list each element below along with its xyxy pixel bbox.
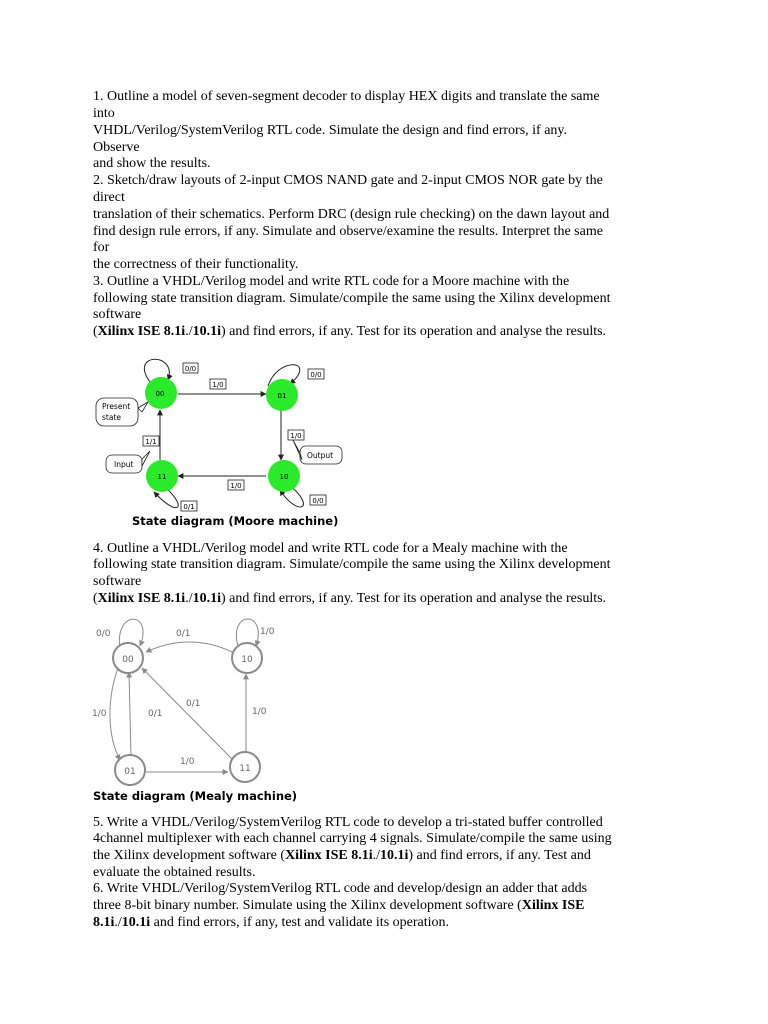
q3-line: software [93,307,142,322]
moore-edge-label: 0/0 [184,365,197,373]
moore-edge-label: 0/1 [183,503,195,511]
q5-text: ) and find errors, if any. Test and [408,848,591,863]
q2-line: direct [93,190,125,205]
mealy-edge-01-00 [129,672,131,757]
mealy-edge-label: 0/0 [96,629,111,639]
mealy-edge-label: 1/0 [92,709,107,719]
moore-edge-label: 1/0 [290,432,302,440]
mealy-state-diagram [88,612,308,806]
callout-text: state [102,413,121,422]
mealy-self-loop-10 [236,619,258,646]
q3-line [93,323,606,340]
q6-bold: 8.1i [93,915,115,930]
q5-bold: Xilinx ISE 8.1i [285,848,373,863]
q5-text: the Xilinx development software ( [93,848,286,863]
moore-edge-label: 0/0 [312,497,324,505]
mealy-edge-label: 1/0 [252,707,267,717]
mealy-state-label: 00 [122,655,134,665]
q3-bold: Xilinx ISE 8.1i [97,324,186,339]
callout-text: Present [102,402,131,411]
q5-line: 5. Write a VHDL/Verilog/SystemVerilog RTL code to develop a tri-stated buffer controlled [93,815,603,830]
q4-text: ./ [185,591,193,606]
q4-bold: Xilinx ISE 8.1i [97,591,186,606]
mealy-edge-00-01 [110,668,120,760]
q5-text: ./ [372,848,380,863]
callout-text: Input [114,460,134,469]
moore-caption: State diagram (Moore machine) [132,514,339,528]
q5-line: evaluate the obtained results. [93,865,256,880]
q4-line: 4. Outline a VHDL/Verilog model and write RTL code for a Mealy machine with the [93,541,568,556]
q4-bold: 10.1i [192,591,221,606]
q4-line [93,590,606,607]
mealy-state-label: 01 [124,767,136,777]
q6-text: and find errors, if any, test and validate its operation. [150,915,450,930]
q5-line: 4channel multiplexer with each channel carrying 4 signals. Simulate/compile the same using [93,831,612,846]
moore-state-label: 11 [157,473,167,481]
q6-bold: 10.1i [121,915,151,930]
moore-edge-label: 1/0 [230,482,242,490]
q2-line: the correctness of their functionality. [93,257,299,272]
q2-line: find design rule errors, if any. Simulate and observe/examine the results. Interpret the same [93,224,603,239]
moore-edge-label: 1/0 [212,381,224,389]
mealy-state-label: 10 [241,655,253,665]
q4-text: ) and find errors, if any. Test for its operation and analyse the results. [220,591,607,606]
q3-text: ( [93,324,98,339]
mealy-state-label: 11 [239,764,251,774]
moore-edge-label: 1/1 [145,438,157,446]
moore-edge-label: 0/0 [310,371,322,379]
mealy-edge-label: 1/0 [180,757,195,767]
q4-line: following state transition diagram. Simulate/compile the same using the Xilinx development [93,557,611,572]
q6-line [93,897,585,914]
q5-line [93,847,591,864]
q1-line: into [93,106,115,121]
moore-state-label: 00 [155,390,165,398]
q1-line: Observe [93,140,140,155]
q1-line: 1. Outline a model of seven-segment decoder to display HEX digits and translate the same [93,89,600,104]
q2-line: translation of their schematics. Perform DRC (design rule checking) on the dawn layout and [93,207,610,222]
mealy-edge-10-00 [146,642,232,652]
q2-line: 2. Sketch/draw layouts of 2-input CMOS NAND gate and 2-input CMOS NOR gate by the [93,173,603,188]
moore-state-diagram [88,358,348,530]
moore-state-label: 01 [277,392,287,400]
callout-text: Output [307,451,334,460]
q6-line [93,914,449,931]
q1-line: and show the results. [93,156,211,171]
q2-line: for [93,240,110,255]
q3-line: following state transition diagram. Simulate/compile the same using the Xilinx development [93,291,611,306]
q3-line: 3. Outline a VHDL/Verilog model and write RTL code for a Moore machine with the [93,274,570,289]
q3-bold: 10.1i [192,324,221,339]
q3-text: ) and find errors, if any. Test for its operation and analyse the results. [220,324,607,339]
mealy-edge-label: 0/1 [176,629,191,639]
q6-text: three 8-bit binary number. Simulate using the Xilinx development software ( [93,898,522,913]
q6-bold: Xilinx ISE [521,898,585,913]
q6-line: 6. Write VHDL/Verilog/SystemVerilog RTL code and develop/design an adder that adds [93,881,588,896]
q1-line: VHDL/Verilog/SystemVerilog RTL code. Simulate the design and find errors, if any. [93,123,568,138]
mealy-edge-label: 1/0 [260,627,275,637]
q4-line: software [93,574,142,589]
q3-text: ./ [185,324,193,339]
q6-text: ./ [114,915,122,930]
moore-state-label: 10 [279,473,289,481]
mealy-edge-label: 0/1 [148,709,163,719]
q4-text: ( [93,591,98,606]
mealy-edge-label: 0/1 [186,699,201,709]
q5-bold: 10.1i [379,848,409,863]
mealy-caption: State diagram (Mealy machine) [93,789,298,803]
